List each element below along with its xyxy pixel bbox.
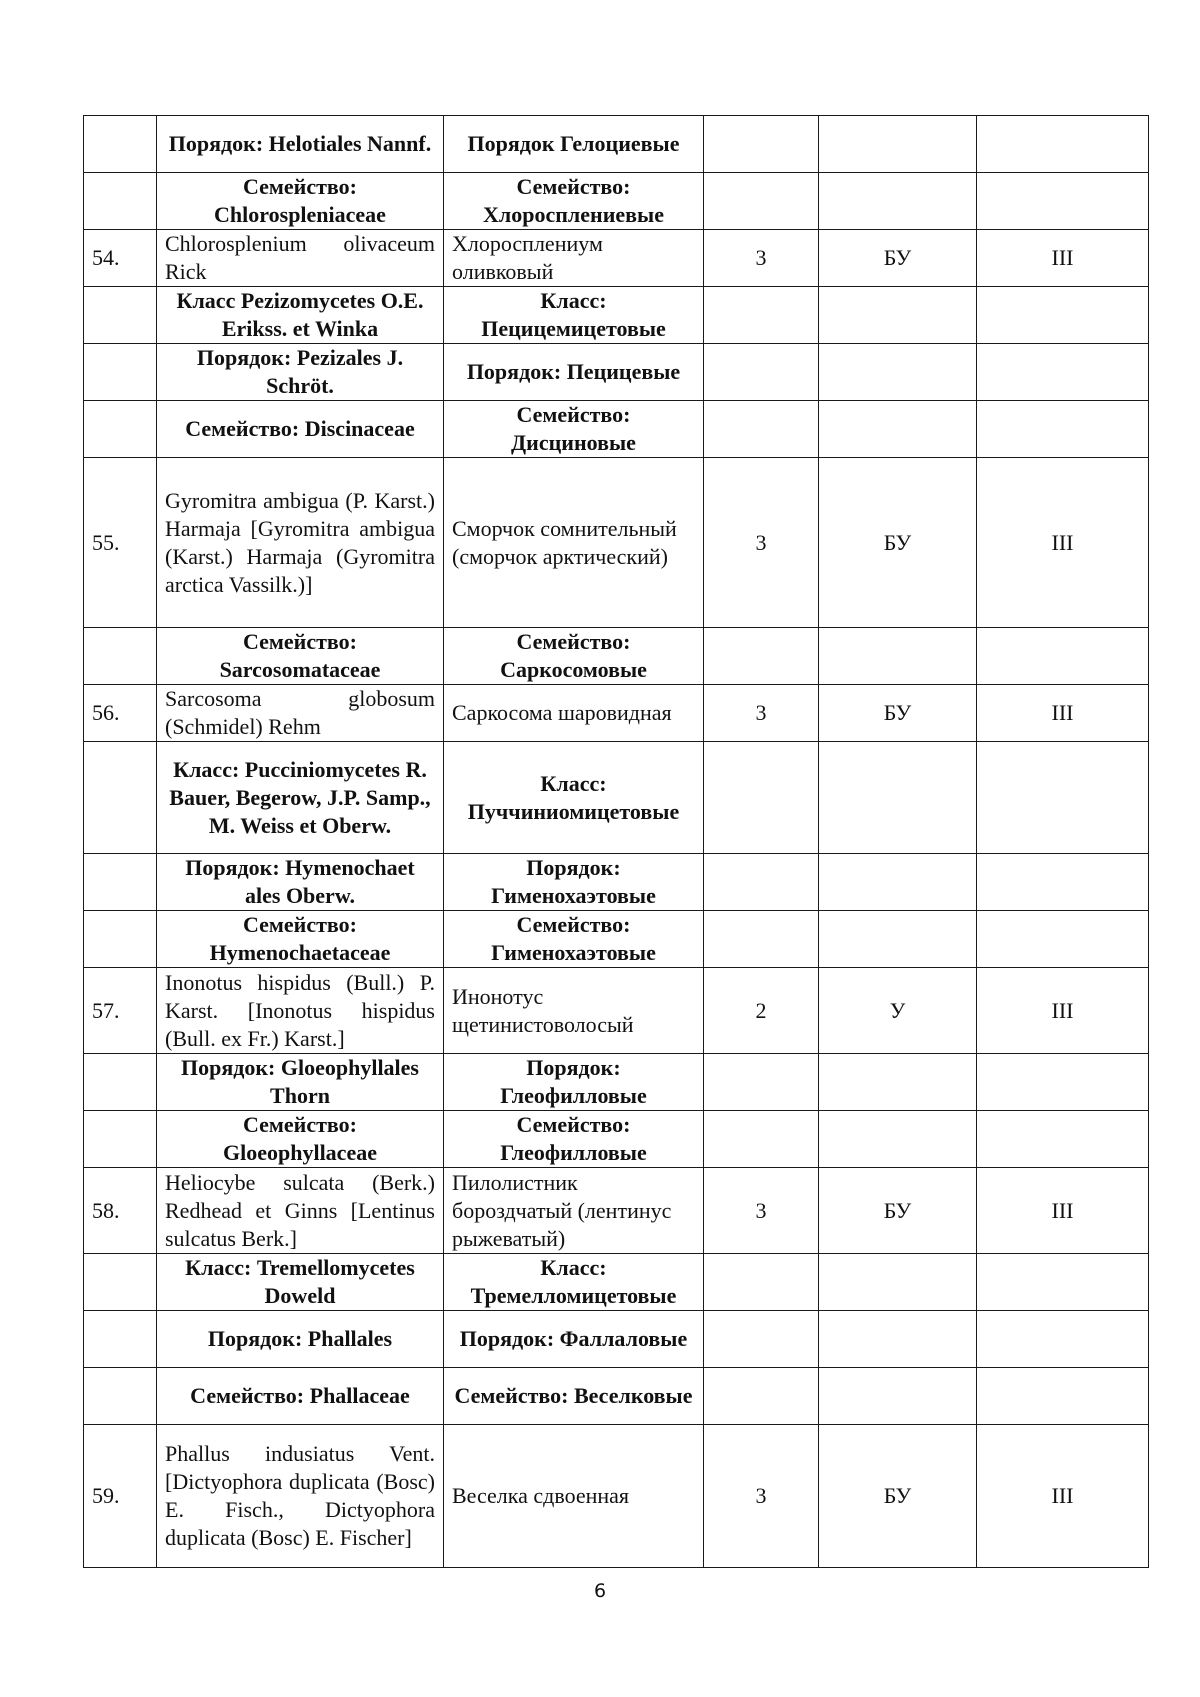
empty-cell	[704, 1054, 819, 1111]
empty-cell	[84, 854, 157, 911]
taxon-latin-header: Семейство: Discinaceae	[157, 401, 444, 458]
empty-cell	[819, 742, 977, 854]
group: III	[977, 230, 1149, 287]
taxon-header-row	[84, 116, 1149, 173]
status: БУ	[819, 458, 977, 628]
taxon-header-row	[84, 1368, 1149, 1425]
empty-cell	[819, 1368, 977, 1425]
taxon-latin-header: Порядок: Helotiales Nannf.	[157, 116, 444, 173]
category: 2	[704, 968, 819, 1054]
taxon-header-row	[84, 911, 1149, 968]
empty-cell	[819, 1254, 977, 1311]
category: 3	[704, 458, 819, 628]
status: БУ	[819, 685, 977, 742]
taxon-russian-header: Семейство: Саркосомовые	[444, 628, 704, 685]
species-row	[84, 458, 1149, 628]
taxon-latin-header: Семейство: Chlorospleniaceae	[157, 173, 444, 230]
taxon-header-row	[84, 1254, 1149, 1311]
empty-cell	[819, 173, 977, 230]
taxon-russian-header: Семейство: Хлоросплениевые	[444, 173, 704, 230]
status: БУ	[819, 1168, 977, 1254]
species-number: 58.	[84, 1168, 157, 1254]
empty-cell	[84, 116, 157, 173]
status: БУ	[819, 1425, 977, 1568]
russian-name: Инонотус щетинистоволосый	[444, 968, 704, 1054]
category: 3	[704, 230, 819, 287]
taxon-latin-header: Порядок: Phallales	[157, 1311, 444, 1368]
empty-cell	[819, 854, 977, 911]
russian-name: Хлоросплениум оливковый	[444, 230, 704, 287]
species-row	[84, 1425, 1149, 1568]
species-number: 59.	[84, 1425, 157, 1568]
empty-cell	[819, 628, 977, 685]
russian-name: Веселка сдвоенная	[444, 1425, 704, 1568]
taxon-header-row	[84, 628, 1149, 685]
table-body	[84, 116, 1149, 1568]
taxon-header-row	[84, 742, 1149, 854]
empty-cell	[704, 911, 819, 968]
taxon-russian-header: Семейство: Дисциновые	[444, 401, 704, 458]
empty-cell	[977, 1311, 1149, 1368]
category: 3	[704, 685, 819, 742]
category: 3	[704, 1168, 819, 1254]
empty-cell	[819, 1111, 977, 1168]
latin-name: Inonotus hispidus (Bull.) P. Karst. [Inonotus hispidus (Bull. ex Fr.) Karst.]	[157, 968, 444, 1054]
taxon-latin-header: Порядок: Pezizales J. Schröt.	[157, 344, 444, 401]
latin-name: Chlorosplenium olivaceum Rick	[157, 230, 444, 287]
taxon-latin-header: Семейство: Phallaceae	[157, 1368, 444, 1425]
empty-cell	[704, 1311, 819, 1368]
empty-cell	[704, 1254, 819, 1311]
latin-name: Phallus indusiatus Vent. [Dictyophora duplicata (Bosc) E. Fisch., Dictyophora duplicata (Bosc) E. Fischer]	[157, 1425, 444, 1568]
russian-name: Пилолистник бороздчатый (лентинус рыжеватый)	[444, 1168, 704, 1254]
empty-cell	[819, 116, 977, 173]
group: III	[977, 685, 1149, 742]
taxon-header-row	[84, 287, 1149, 344]
empty-cell	[819, 1311, 977, 1368]
taxon-latin-header: Семейство: Hymenochaetaceae	[157, 911, 444, 968]
species-row	[84, 685, 1149, 742]
empty-cell	[977, 854, 1149, 911]
empty-cell	[84, 1311, 157, 1368]
taxon-russian-header: Класс: Тремелломицетовые	[444, 1254, 704, 1311]
taxon-latin-header: Семейство: Gloeophyllaceae	[157, 1111, 444, 1168]
taxon-header-row	[84, 173, 1149, 230]
taxon-russian-header: Порядок: Фаллаловые	[444, 1311, 704, 1368]
empty-cell	[977, 401, 1149, 458]
species-table	[83, 115, 1149, 1568]
group: III	[977, 458, 1149, 628]
empty-cell	[704, 628, 819, 685]
empty-cell	[704, 742, 819, 854]
empty-cell	[704, 401, 819, 458]
empty-cell	[704, 854, 819, 911]
empty-cell	[84, 1254, 157, 1311]
empty-cell	[819, 344, 977, 401]
species-row	[84, 230, 1149, 287]
taxon-header-row	[84, 1054, 1149, 1111]
taxon-latin-header: Порядок: Gloeophyllales Thorn	[157, 1054, 444, 1111]
empty-cell	[977, 1111, 1149, 1168]
taxon-russian-header: Семейство: Глеофилловые	[444, 1111, 704, 1168]
status: У	[819, 968, 977, 1054]
taxon-russian-header: Класс: Пецицемицетовые	[444, 287, 704, 344]
empty-cell	[84, 287, 157, 344]
empty-cell	[84, 401, 157, 458]
taxon-latin-header: Класс: Tremellomycetes Doweld	[157, 1254, 444, 1311]
empty-cell	[977, 173, 1149, 230]
status: БУ	[819, 230, 977, 287]
empty-cell	[84, 1111, 157, 1168]
taxon-russian-header: Класс: Пуччиниомицетовые	[444, 742, 704, 854]
taxon-latin-header: Порядок: Hymenochaet ales Oberw.	[157, 854, 444, 911]
empty-cell	[819, 287, 977, 344]
empty-cell	[977, 911, 1149, 968]
empty-cell	[819, 401, 977, 458]
taxon-russian-header: Порядок: Пецицевые	[444, 344, 704, 401]
group: III	[977, 1425, 1149, 1568]
taxon-russian-header: Семейство: Гименохаэтовые	[444, 911, 704, 968]
empty-cell	[977, 344, 1149, 401]
empty-cell	[819, 1054, 977, 1111]
empty-cell	[704, 344, 819, 401]
empty-cell	[84, 628, 157, 685]
empty-cell	[84, 173, 157, 230]
empty-cell	[84, 911, 157, 968]
taxon-latin-header: Класс Pezizomycetes O.E. Erikss. et Winka	[157, 287, 444, 344]
latin-name: Heliocybe sulcata (Berk.) Redhead et Ginns [Lentinus sulcatus Berk.]	[157, 1168, 444, 1254]
taxon-header-row	[84, 344, 1149, 401]
category: 3	[704, 1425, 819, 1568]
species-number: 54.	[84, 230, 157, 287]
empty-cell	[977, 116, 1149, 173]
species-row	[84, 1168, 1149, 1254]
taxon-russian-header: Порядок: Гименохаэтовые	[444, 854, 704, 911]
empty-cell	[977, 287, 1149, 344]
species-number: 56.	[84, 685, 157, 742]
taxon-header-row	[84, 1111, 1149, 1168]
empty-cell	[977, 1054, 1149, 1111]
taxon-russian-header: Семейство: Веселковые	[444, 1368, 704, 1425]
russian-name: Саркосома шаровидная	[444, 685, 704, 742]
taxon-header-row	[84, 1311, 1149, 1368]
empty-cell	[84, 1054, 157, 1111]
empty-cell	[704, 1111, 819, 1168]
russian-name: Сморчок сомнительный (сморчок арктический)	[444, 458, 704, 628]
taxon-russian-header: Порядок Гелоциевые	[444, 116, 704, 173]
empty-cell	[84, 1368, 157, 1425]
species-number: 55.	[84, 458, 157, 628]
taxon-latin-header: Семейство: Sarcosomataceae	[157, 628, 444, 685]
empty-cell	[84, 344, 157, 401]
empty-cell	[704, 287, 819, 344]
taxon-header-row	[84, 854, 1149, 911]
empty-cell	[819, 911, 977, 968]
group: III	[977, 968, 1149, 1054]
page-number: 6	[593, 1580, 607, 1602]
taxon-russian-header: Порядок: Глеофилловые	[444, 1054, 704, 1111]
latin-name: Sarcosoma globosum (Schmidel) Rehm	[157, 685, 444, 742]
empty-cell	[704, 1368, 819, 1425]
group: III	[977, 1168, 1149, 1254]
empty-cell	[704, 173, 819, 230]
empty-cell	[704, 116, 819, 173]
species-number: 57.	[84, 968, 157, 1054]
empty-cell	[977, 628, 1149, 685]
empty-cell	[84, 742, 157, 854]
species-row	[84, 968, 1149, 1054]
empty-cell	[977, 742, 1149, 854]
empty-cell	[977, 1368, 1149, 1425]
empty-cell	[977, 1254, 1149, 1311]
latin-name: Gyromitra ambigua (P. Karst.) Harmaja [Gyromitra ambigua (Karst.) Harmaja (Gyromitra arctica Vassilk.)]	[157, 458, 444, 628]
taxon-header-row	[84, 401, 1149, 458]
taxon-latin-header: Класс: Pucciniomycetes R. Bauer, Begerow, J.P. Samp., M. Weiss et Oberw.	[157, 742, 444, 854]
